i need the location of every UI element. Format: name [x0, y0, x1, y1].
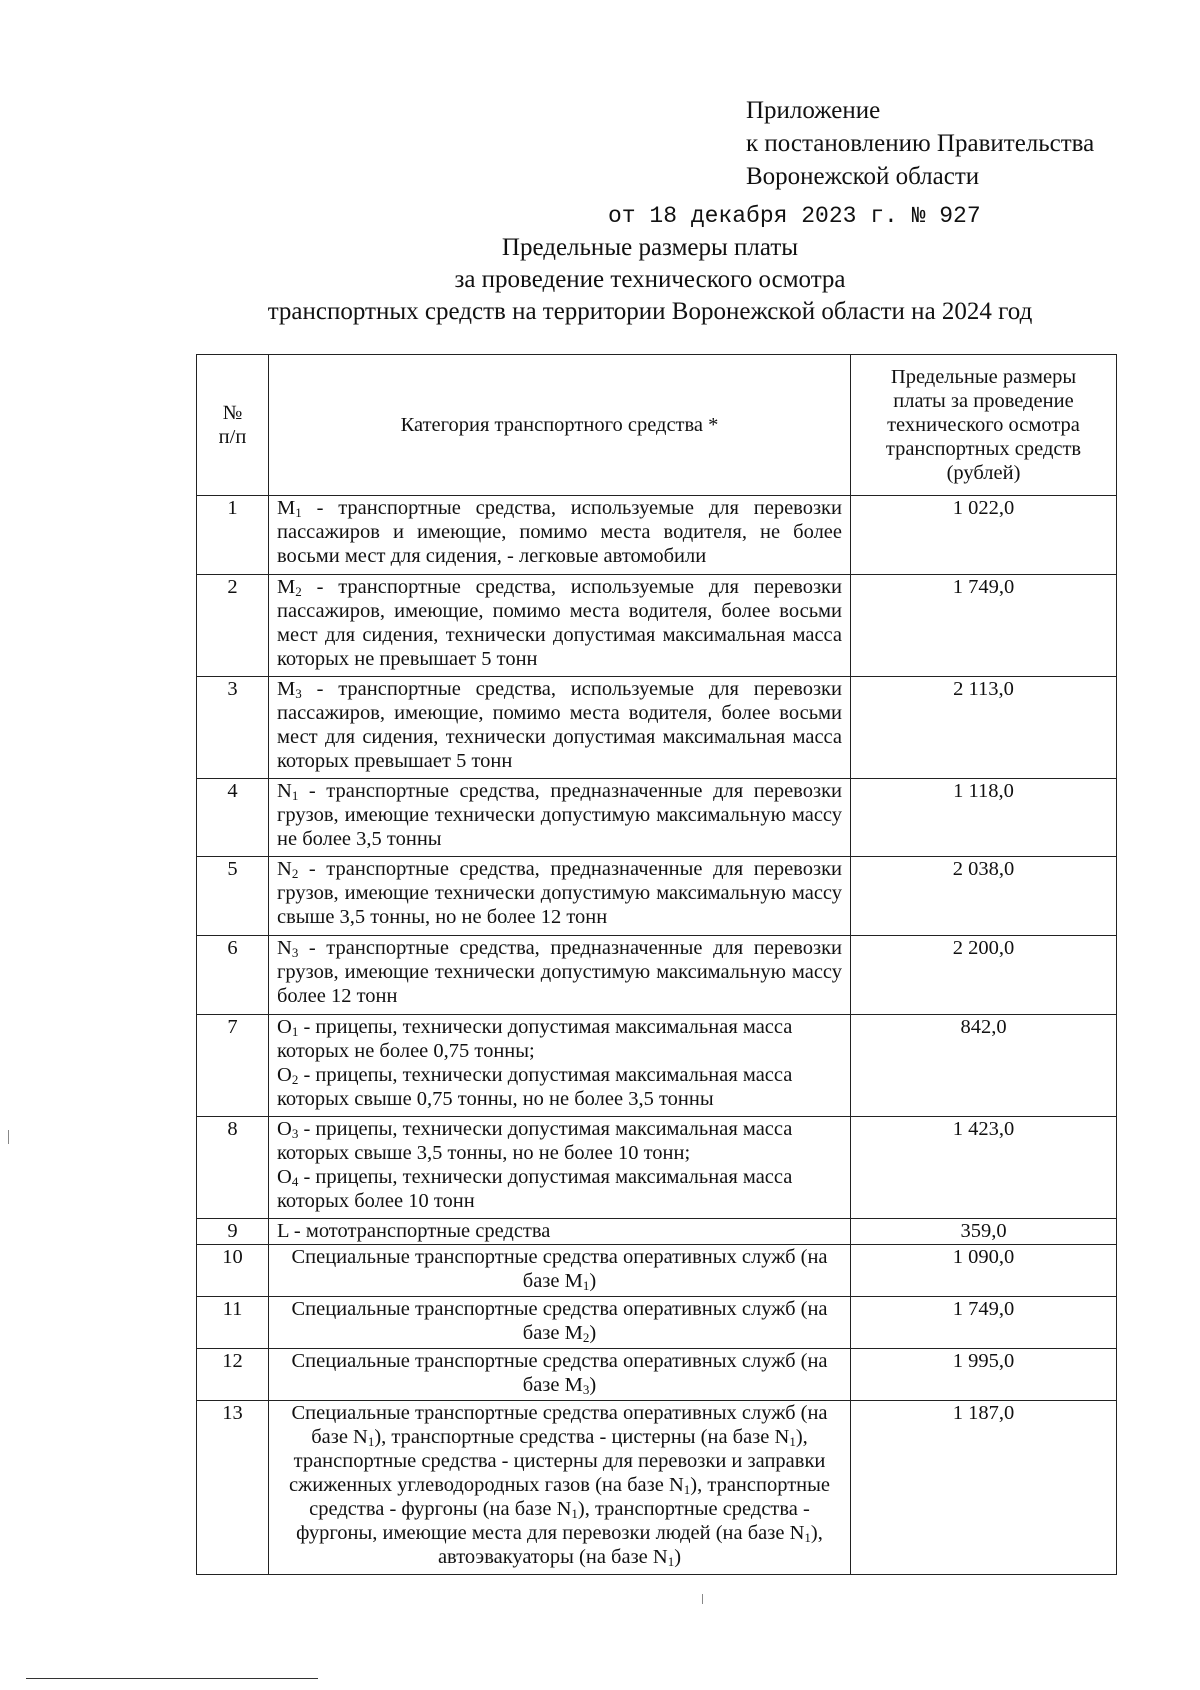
- scan-speck: [702, 1594, 703, 1604]
- header-number-line-2: п/п: [218, 426, 247, 448]
- table-row: [197, 1015, 1117, 1117]
- category-subscript: 1: [291, 1024, 299, 1039]
- category-subscript: 1: [291, 788, 299, 803]
- category-subscript: 1: [367, 1434, 375, 1449]
- category-text: - транспортные средства, используемые для перевозки пассажиров, имеющие, помимо места водителя, более восьми мест для сидения, технически допустимая максимальная масса которых не превышает 5 тонн: [277, 576, 842, 670]
- row-number: 1: [197, 496, 269, 575]
- category-code: O: [277, 1064, 292, 1086]
- row-fee: 1 423,0: [851, 1117, 1117, 1219]
- row-category: [269, 575, 851, 677]
- category-subscript: 1: [582, 1278, 590, 1293]
- category-subscript: 1: [667, 1554, 675, 1569]
- row-category: [269, 677, 851, 779]
- category-text: Специальные транспортные средства оперативных служб (на базе N: [291, 1402, 828, 1448]
- row-fee: 1 749,0: [851, 1297, 1117, 1349]
- category-code: N: [277, 858, 292, 880]
- category-text-end: ): [674, 1546, 682, 1568]
- row-fee: 2 113,0: [851, 677, 1117, 779]
- category-subscript: 2: [291, 866, 299, 881]
- category-subscript: 1: [683, 1482, 691, 1497]
- category-subscript: 1: [295, 505, 302, 520]
- fee-table: [196, 354, 1117, 1575]
- title-line-2: за проведение технического осмотра: [454, 266, 846, 293]
- row-number: 5: [197, 857, 269, 936]
- category-text: - транспортные средства, предназначенные для перевозки грузов, имеющие технически допустимую максимальную массу свыше 3,5 тонны, но не более 12 тонн: [277, 858, 842, 928]
- category-text: ), транспортные средства - фургоны, имеющие места для перевозки людей (на базе N: [296, 1498, 810, 1544]
- header-number: [197, 355, 269, 496]
- row-number: 12: [197, 1349, 269, 1401]
- row-fee: 1 022,0: [851, 496, 1117, 575]
- row-category: [269, 936, 851, 1015]
- category-code: L: [277, 1220, 289, 1242]
- row-fee: 1 749,0: [851, 575, 1117, 677]
- row-fee: 359,0: [851, 1219, 1117, 1245]
- row-category: [269, 1219, 851, 1245]
- table-row: [197, 677, 1117, 779]
- category-code: N: [277, 780, 292, 802]
- row-number: 9: [197, 1219, 269, 1245]
- category-subscript: 3: [291, 945, 299, 960]
- row-category: [269, 1401, 851, 1575]
- row-fee: 842,0: [851, 1015, 1117, 1117]
- category-subscript: 3: [582, 1382, 590, 1397]
- category-subscript: 4: [291, 1174, 299, 1189]
- table-row: [197, 936, 1117, 1015]
- header-category: Категория транспортного средства *: [269, 355, 851, 496]
- category-text: - прицепы, технически допустимая максимальная масса которых свыше 3,5 тонны, но не более 10 тонн;: [277, 1118, 793, 1164]
- category-text: - прицепы, технически допустимая максимальная масса которых более 10 тонн: [277, 1166, 793, 1212]
- table-row: [197, 857, 1117, 936]
- scan-speck: [8, 1130, 9, 1144]
- category-code: M: [277, 576, 296, 598]
- row-fee: 2 038,0: [851, 857, 1117, 936]
- row-number: 4: [197, 779, 269, 857]
- row-number: 3: [197, 677, 269, 779]
- category-text: Специальные транспортные средства оперативных служб (на базе M: [291, 1246, 828, 1292]
- row-category: [269, 857, 851, 936]
- row-category: [269, 1245, 851, 1297]
- footnote-divider: [26, 1678, 318, 1679]
- category-subscript: 2: [582, 1330, 590, 1345]
- row-category: [269, 1297, 851, 1349]
- row-number: 7: [197, 1015, 269, 1117]
- category-entry: [277, 1165, 842, 1213]
- row-number: 8: [197, 1117, 269, 1219]
- row-fee: 1 995,0: [851, 1349, 1117, 1401]
- title-line-1: Предельные размеры платы: [501, 234, 799, 261]
- table-row: [197, 575, 1117, 677]
- category-code: M: [277, 497, 296, 519]
- row-category: [269, 779, 851, 857]
- category-text-end: ): [589, 1322, 597, 1344]
- row-category: [269, 1117, 851, 1219]
- category-text: - прицепы, технически допустимая максимальная масса которых свыше 0,75 тонны, но не более 3,5 тонны: [277, 1064, 793, 1110]
- row-number: 10: [197, 1245, 269, 1297]
- category-subscript: 1: [804, 1530, 811, 1545]
- row-fee: 1 118,0: [851, 779, 1117, 857]
- category-text: - транспортные средства, предназначенные для перевозки грузов, имеющие технически допустимую максимальную массу не более 3,5 тонны: [277, 780, 842, 850]
- table-row: [197, 1297, 1117, 1349]
- row-category: [269, 1015, 851, 1117]
- category-entry: [277, 1117, 842, 1165]
- category-subscript: 3: [295, 686, 302, 701]
- row-category: [269, 1349, 851, 1401]
- category-code: N: [277, 937, 292, 959]
- table-row: [197, 1401, 1117, 1575]
- category-text: Специальные транспортные средства оперативных служб (на базе M: [291, 1298, 828, 1344]
- row-number: 11: [197, 1297, 269, 1349]
- table-header-row: [197, 355, 1117, 496]
- category-code: O: [277, 1118, 292, 1140]
- category-subscript: 3: [291, 1126, 299, 1141]
- category-text: - мототранспортные средства: [288, 1220, 551, 1242]
- table-row: [197, 1117, 1117, 1219]
- document-title: [150, 232, 1150, 328]
- category-text: ), транспортные средства - цистерны для перевозки и заправки сжиженных углеводородных газов (на базе N: [288, 1426, 826, 1496]
- category-text: Специальные транспортные средства оперативных служб (на базе M: [291, 1350, 828, 1396]
- table-row: [197, 779, 1117, 857]
- category-subscript: 1: [789, 1434, 796, 1449]
- category-text-end: ): [589, 1270, 597, 1292]
- header-fee: Предельные размеры платы за проведение технического осмотра транспортных средств (рублей): [851, 355, 1117, 496]
- category-entry: [277, 1063, 842, 1111]
- title-line-3: транспортных средств на территории Воронежской области на 2024 год: [267, 298, 1033, 325]
- category-text: - транспортные средства, используемые для перевозки пассажиров, имеющие, помимо места водителя, более восьми мест для сидения, технически допустимая максимальная масса которых превышает 5 тонн: [277, 678, 842, 772]
- category-text: ), транспортные средства - фургоны (на базе N: [309, 1474, 831, 1520]
- category-subscript: 2: [291, 1072, 299, 1087]
- header-number-line-1: №: [222, 402, 243, 424]
- row-number: 2: [197, 575, 269, 677]
- category-code: O: [277, 1016, 292, 1038]
- row-fee: 2 200,0: [851, 936, 1117, 1015]
- category-text: - транспортные средства, предназначенные для перевозки грузов, имеющие технически допустимую максимальную массу более 12 тонн: [277, 937, 842, 1007]
- row-fee: 1 187,0: [851, 1401, 1117, 1575]
- table-row: [197, 1219, 1117, 1245]
- category-text: ), транспортные средства - цистерны (на базе N: [374, 1426, 790, 1448]
- row-number: 6: [197, 936, 269, 1015]
- category-text-end: ): [589, 1374, 597, 1396]
- table-row: [197, 1245, 1117, 1297]
- row-fee: 1 090,0: [851, 1245, 1117, 1297]
- category-text: ), автоэвакуаторы (на базе N: [437, 1522, 823, 1568]
- category-code: M: [277, 678, 296, 700]
- category-text: - транспортные средства, используемые для перевозки пассажиров и имеющие, помимо места водителя, не более восьми мест для сидения, - легковые автомобили: [277, 497, 842, 567]
- row-number: 13: [197, 1401, 269, 1575]
- category-code: O: [277, 1166, 292, 1188]
- table-row: [197, 496, 1117, 575]
- appendix-line-3: Воронежской области: [746, 163, 980, 190]
- row-category: [269, 496, 851, 575]
- category-subscript: 1: [571, 1506, 578, 1521]
- category-entry: [277, 1015, 842, 1063]
- table-row: [197, 1349, 1117, 1401]
- appendix-line-2: к постановлению Правительства: [746, 130, 1095, 157]
- appendix-line-1: Приложение: [746, 97, 881, 124]
- category-text: - прицепы, технически допустимая максимальная масса которых не более 0,75 тонны;: [277, 1016, 793, 1062]
- category-subscript: 2: [295, 584, 302, 599]
- appendix-block: [746, 94, 1094, 193]
- decree-reference: от 18 декабря 2023 г. № 927: [608, 203, 981, 229]
